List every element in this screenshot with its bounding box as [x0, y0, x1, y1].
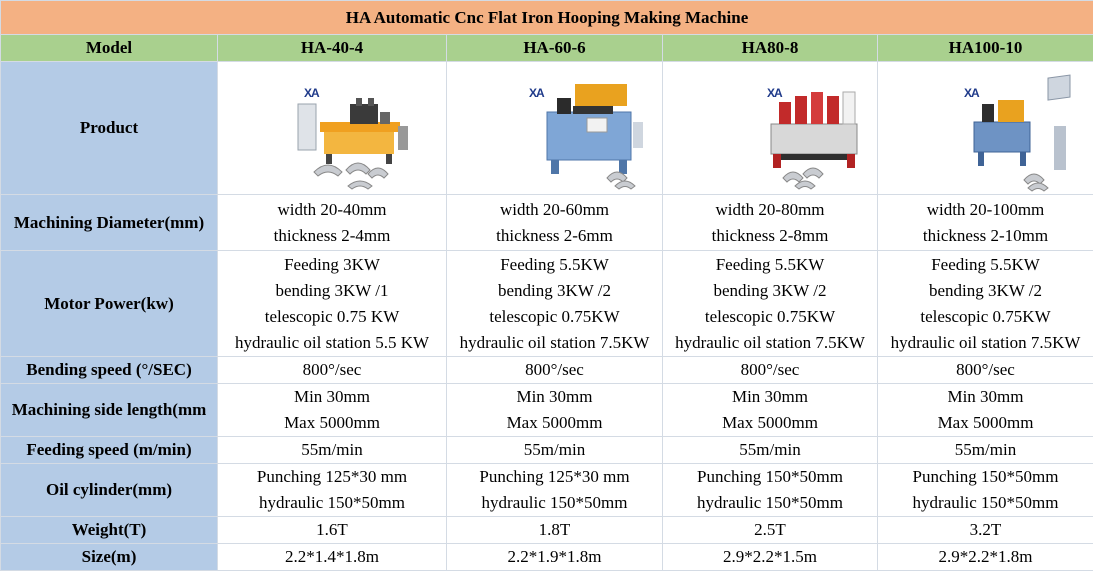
- weight-4: 3.2T: [878, 517, 1093, 544]
- diameter-cell-1: width 20-40mm thickness 2-4mm: [218, 195, 447, 251]
- product-photo-1: [218, 62, 447, 195]
- bending-speed-label: Bending speed (°/SEC): [1, 357, 218, 384]
- motor-cell-2: Feeding 5.5KW bending 3KW /2 telescopic 0.75KW hydraulic oil station 7.5KW: [447, 251, 663, 357]
- side-length-1: Min 30mm Max 5000mm: [218, 384, 447, 437]
- brand-logo-1: XA: [304, 80, 319, 106]
- oil-cylinder-1: Punching 125*30 mm hydraulic 150*50mm: [218, 464, 447, 517]
- weight-2: 1.8T: [447, 517, 663, 544]
- side-length-2: Min 30mm Max 5000mm: [447, 384, 663, 437]
- brand-logo-3: XA: [767, 80, 782, 106]
- size-1: 2.2*1.4*1.8m: [218, 544, 447, 571]
- side-length-4: Min 30mm Max 5000mm: [878, 384, 1093, 437]
- feeding-speed-2: 55m/min: [447, 437, 663, 464]
- model-label: Model: [1, 35, 218, 62]
- machine-image-2: [447, 62, 663, 194]
- table-title: HA Automatic Cnc Flat Iron Hooping Making Machine: [1, 1, 1093, 35]
- product-photo-2: [447, 62, 663, 195]
- model-name-4: HA100-10: [878, 35, 1093, 62]
- machine-image-1: [218, 62, 447, 194]
- machining-diameter-label: Machining Diameter(mm): [1, 195, 218, 251]
- size-3: 2.9*2.2*1.5m: [663, 544, 878, 571]
- motor-cell-1: Feeding 3KW bending 3KW /1 telescopic 0.75 KW hydraulic oil station 5.5 KW: [218, 251, 447, 357]
- side-length-label: Machining side length(mm: [1, 384, 218, 437]
- motor-cell-3: Feeding 5.5KW bending 3KW /2 telescopic 0.75KW hydraulic oil station 7.5KW: [663, 251, 878, 357]
- motor-cell-4: Feeding 5.5KW bending 3KW /2 telescopic 0.75KW hydraulic oil station 7.5KW: [878, 251, 1093, 357]
- feeding-speed-3: 55m/min: [663, 437, 878, 464]
- bending-speed-4: 800°/sec: [878, 357, 1093, 384]
- model-name-2: HA-60-6: [447, 35, 663, 62]
- oil-cylinder-4: Punching 150*50mm hydraulic 150*50mm: [878, 464, 1093, 517]
- diameter-cell-4: width 20-100mm thickness 2-10mm: [878, 195, 1093, 251]
- model-name-3: HA80-8: [663, 35, 878, 62]
- weight-3: 2.5T: [663, 517, 878, 544]
- product-photo-4: [878, 62, 1093, 195]
- product-label: Product: [1, 62, 218, 195]
- feeding-speed-4: 55m/min: [878, 437, 1093, 464]
- brand-logo-2: XA: [529, 80, 544, 106]
- machine-image-4: [878, 62, 1093, 194]
- size-2: 2.2*1.9*1.8m: [447, 544, 663, 571]
- side-length-3: Min 30mm Max 5000mm: [663, 384, 878, 437]
- bending-speed-1: 800°/sec: [218, 357, 447, 384]
- bending-speed-2: 800°/sec: [447, 357, 663, 384]
- diameter-cell-2: width 20-60mm thickness 2-6mm: [447, 195, 663, 251]
- weight-1: 1.6T: [218, 517, 447, 544]
- oil-cylinder-label: Oil cylinder(mm): [1, 464, 218, 517]
- oil-cylinder-3: Punching 150*50mm hydraulic 150*50mm: [663, 464, 878, 517]
- oil-cylinder-2: Punching 125*30 mm hydraulic 150*50mm: [447, 464, 663, 517]
- bending-speed-3: 800°/sec: [663, 357, 878, 384]
- model-name-1: HA-40-4: [218, 35, 447, 62]
- machine-image-3: [663, 62, 878, 194]
- feeding-speed-label: Feeding speed (m/min): [1, 437, 218, 464]
- product-photo-3: [663, 62, 878, 195]
- feeding-speed-1: 55m/min: [218, 437, 447, 464]
- motor-power-label: Motor Power(kw): [1, 251, 218, 357]
- diameter-cell-3: width 20-80mm thickness 2-8mm: [663, 195, 878, 251]
- size-label: Size(m): [1, 544, 218, 571]
- size-4: 2.9*2.2*1.8m: [878, 544, 1093, 571]
- weight-label: Weight(T): [1, 517, 218, 544]
- brand-logo-4: XA: [964, 80, 979, 106]
